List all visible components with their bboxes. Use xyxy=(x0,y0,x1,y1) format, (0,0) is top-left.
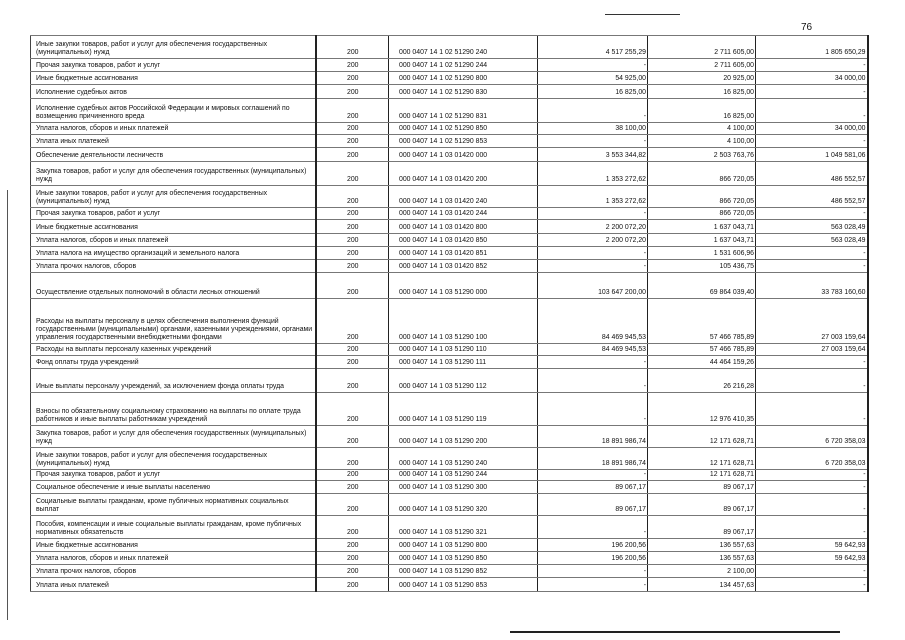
row-unexecuted: 27 003 159,64 xyxy=(756,299,868,344)
row-approved: 38 100,00 xyxy=(538,123,648,135)
row-budget-code: 000 0407 14 1 03 51290 100 xyxy=(389,299,538,344)
row-approved: 18 891 986,74 xyxy=(538,448,648,470)
row-approved: 103 647 200,00 xyxy=(538,273,648,299)
row-executed: 2 711 605,00 xyxy=(648,36,756,59)
row-unexecuted: 6 720 358,03 xyxy=(756,448,868,470)
row-description: Прочая закупка товаров, работ и услуг xyxy=(31,59,316,72)
row-unexecuted: 34 000,00 xyxy=(756,123,868,135)
row-description: Социальное обеспечение и иные выплаты населению xyxy=(31,481,316,494)
table-row xyxy=(31,393,868,426)
table-row xyxy=(31,299,868,344)
row-approved: 4 517 255,29 xyxy=(538,36,648,59)
row-executed: 1 637 043,71 xyxy=(648,234,756,247)
page-number: 76 xyxy=(801,22,813,33)
row-executed: 16 825,00 xyxy=(648,99,756,123)
table-row xyxy=(31,123,868,135)
row-budget-code: 000 0407 14 1 03 51290 119 xyxy=(389,393,538,426)
scan-edge xyxy=(7,190,8,620)
row-unexecuted: - xyxy=(756,135,868,148)
row-executed: 866 720,05 xyxy=(648,208,756,220)
row-line-code: 200 xyxy=(316,578,389,592)
row-description: Уплата иных платежей xyxy=(31,135,316,148)
row-unexecuted: 27 003 159,64 xyxy=(756,344,868,356)
row-approved: - xyxy=(538,260,648,273)
row-executed: 12 171 628,71 xyxy=(648,426,756,448)
table-row xyxy=(31,273,868,299)
row-executed: 16 825,00 xyxy=(648,85,756,99)
row-executed: 134 457,63 xyxy=(648,578,756,592)
row-approved: 1 353 272,62 xyxy=(538,186,648,208)
row-executed: 136 557,63 xyxy=(648,552,756,565)
row-approved: - xyxy=(538,135,648,148)
row-budget-code: 000 0407 14 1 03 51290 240 xyxy=(389,448,538,470)
row-approved: 54 925,00 xyxy=(538,72,648,85)
row-budget-code: 000 0407 14 1 03 01420 240 xyxy=(389,186,538,208)
row-unexecuted: 486 552,57 xyxy=(756,162,868,186)
table-row xyxy=(31,148,868,162)
row-unexecuted: - xyxy=(756,393,868,426)
row-description: Расходы на выплаты персоналу в целях обеспечения выполнения функций государственными (муниципальными) органами, казенными учреждениями, органами управления государственными внебюджетными фондами xyxy=(31,299,316,344)
row-line-code: 200 xyxy=(316,448,389,470)
row-description: Иные бюджетные ассигнования xyxy=(31,220,316,234)
row-unexecuted: - xyxy=(756,369,868,393)
table-row xyxy=(31,552,868,565)
row-description: Уплата прочих налогов, сборов xyxy=(31,260,316,273)
row-budget-code: 000 0407 14 1 03 51290 853 xyxy=(389,578,538,592)
row-approved: 84 469 945,53 xyxy=(538,344,648,356)
row-line-code: 200 xyxy=(316,344,389,356)
row-unexecuted: 59 642,93 xyxy=(756,552,868,565)
row-unexecuted: 6 720 358,03 xyxy=(756,426,868,448)
row-executed: 136 557,63 xyxy=(648,539,756,552)
table-row xyxy=(31,135,868,148)
row-budget-code: 000 0407 14 1 03 51290 110 xyxy=(389,344,538,356)
table-row xyxy=(31,578,868,592)
row-budget-code: 000 0407 14 1 03 51290 200 xyxy=(389,426,538,448)
row-line-code: 200 xyxy=(316,234,389,247)
row-executed: 12 171 628,71 xyxy=(648,470,756,481)
row-unexecuted: - xyxy=(756,99,868,123)
row-budget-code: 000 0407 14 1 02 51290 850 xyxy=(389,123,538,135)
row-approved: - xyxy=(538,247,648,260)
row-line-code: 200 xyxy=(316,470,389,481)
top-rule xyxy=(605,14,680,15)
row-description: Закупка товаров, работ и услуг для обеспечения государственных (муниципальных) нужд xyxy=(31,162,316,186)
row-unexecuted: - xyxy=(756,85,868,99)
row-unexecuted: - xyxy=(756,470,868,481)
row-approved: - xyxy=(538,356,648,369)
row-budget-code: 000 0407 14 1 03 51290 112 xyxy=(389,369,538,393)
row-line-code: 200 xyxy=(316,186,389,208)
row-description: Осуществление отдельных полномочий в области лесных отношений xyxy=(31,273,316,299)
table-row xyxy=(31,220,868,234)
row-approved: 89 067,17 xyxy=(538,494,648,516)
table-row xyxy=(31,72,868,85)
row-executed: 69 864 039,40 xyxy=(648,273,756,299)
table-row xyxy=(31,481,868,494)
row-line-code: 200 xyxy=(316,148,389,162)
row-executed: 57 466 785,89 xyxy=(648,344,756,356)
row-description: Взносы по обязательному социальному страхованию на выплаты по оплате труда работников и иные выплаты работникам учреждений xyxy=(31,393,316,426)
table-row xyxy=(31,234,868,247)
row-unexecuted: - xyxy=(756,356,868,369)
row-approved: 89 067,17 xyxy=(538,481,648,494)
row-executed: 2 711 605,00 xyxy=(648,59,756,72)
row-budget-code: 000 0407 14 1 03 01420 000 xyxy=(389,148,538,162)
row-budget-code: 000 0407 14 1 03 01420 851 xyxy=(389,247,538,260)
row-budget-code: 000 0407 14 1 03 01420 200 xyxy=(389,162,538,186)
row-description: Закупка товаров, работ и услуг для обеспечения государственных (муниципальных) нужд xyxy=(31,426,316,448)
row-executed: 105 436,75 xyxy=(648,260,756,273)
row-budget-code: 000 0407 14 1 03 51290 850 xyxy=(389,552,538,565)
row-description: Уплата налогов, сборов и иных платежей xyxy=(31,234,316,247)
row-approved: - xyxy=(538,369,648,393)
row-unexecuted: 1 049 581,06 xyxy=(756,148,868,162)
row-line-code: 200 xyxy=(316,59,389,72)
budget-execution-table xyxy=(30,35,869,592)
row-unexecuted: - xyxy=(756,59,868,72)
row-line-code: 200 xyxy=(316,356,389,369)
row-executed: 4 100,00 xyxy=(648,123,756,135)
row-description: Уплата прочих налогов, сборов xyxy=(31,565,316,578)
row-executed: 1 637 043,71 xyxy=(648,220,756,234)
row-line-code: 200 xyxy=(316,123,389,135)
row-description: Иные бюджетные ассигнования xyxy=(31,72,316,85)
row-executed: 1 531 606,96 xyxy=(648,247,756,260)
row-approved: 2 200 072,20 xyxy=(538,234,648,247)
table-row xyxy=(31,247,868,260)
row-unexecuted: - xyxy=(756,481,868,494)
row-line-code: 200 xyxy=(316,539,389,552)
row-unexecuted: - xyxy=(756,516,868,539)
row-line-code: 200 xyxy=(316,273,389,299)
row-description: Расходы на выплаты персоналу казенных учреждений xyxy=(31,344,316,356)
row-approved: - xyxy=(538,59,648,72)
row-budget-code: 000 0407 14 1 03 51290 244 xyxy=(389,470,538,481)
row-approved: 196 200,56 xyxy=(538,539,648,552)
row-executed: 12 976 410,35 xyxy=(648,393,756,426)
row-executed: 89 067,17 xyxy=(648,481,756,494)
row-budget-code: 000 0407 14 1 03 01420 800 xyxy=(389,220,538,234)
row-line-code: 200 xyxy=(316,162,389,186)
row-description: Уплата налогов, сборов и иных платежей xyxy=(31,552,316,565)
row-unexecuted: - xyxy=(756,247,868,260)
table-row xyxy=(31,539,868,552)
row-approved: - xyxy=(538,578,648,592)
table-row xyxy=(31,85,868,99)
table-row xyxy=(31,356,868,369)
row-description: Прочая закупка товаров, работ и услуг xyxy=(31,208,316,220)
row-budget-code: 000 0407 14 1 02 51290 853 xyxy=(389,135,538,148)
row-unexecuted: 34 000,00 xyxy=(756,72,868,85)
table-row xyxy=(31,448,868,470)
table-row xyxy=(31,565,868,578)
row-line-code: 200 xyxy=(316,220,389,234)
row-description: Исполнение судебных актов xyxy=(31,85,316,99)
row-executed: 866 720,05 xyxy=(648,186,756,208)
row-approved: - xyxy=(538,516,648,539)
table-row xyxy=(31,99,868,123)
table-row xyxy=(31,344,868,356)
row-budget-code: 000 0407 14 1 03 51290 800 xyxy=(389,539,538,552)
row-executed: 26 216,28 xyxy=(648,369,756,393)
row-budget-code: 000 0407 14 1 03 51290 300 xyxy=(389,481,538,494)
table-row xyxy=(31,426,868,448)
row-unexecuted: - xyxy=(756,260,868,273)
table-row xyxy=(31,470,868,481)
row-approved: 2 200 072,20 xyxy=(538,220,648,234)
row-approved: 196 200,56 xyxy=(538,552,648,565)
row-executed: 2 100,00 xyxy=(648,565,756,578)
row-unexecuted: - xyxy=(756,578,868,592)
row-description: Уплата налогов, сборов и иных платежей xyxy=(31,123,316,135)
row-line-code: 200 xyxy=(316,299,389,344)
row-line-code: 200 xyxy=(316,260,389,273)
row-unexecuted: 59 642,93 xyxy=(756,539,868,552)
row-line-code: 200 xyxy=(316,135,389,148)
row-line-code: 200 xyxy=(316,494,389,516)
row-executed: 12 171 628,71 xyxy=(648,448,756,470)
row-approved: - xyxy=(538,393,648,426)
table-row xyxy=(31,208,868,220)
row-description: Иные закупки товаров, работ и услуг для обеспечения государственных (муниципальных) нужд xyxy=(31,448,316,470)
row-description: Иные закупки товаров, работ и услуг для обеспечения государственных (муниципальных) нужд xyxy=(31,36,316,59)
row-unexecuted: 33 783 160,60 xyxy=(756,273,868,299)
row-executed: 4 100,00 xyxy=(648,135,756,148)
table-row xyxy=(31,186,868,208)
row-description: Социальные выплаты гражданам, кроме публичных нормативных социальных выплат xyxy=(31,494,316,516)
row-line-code: 200 xyxy=(316,393,389,426)
row-budget-code: 000 0407 14 1 03 51290 852 xyxy=(389,565,538,578)
row-executed: 89 067,17 xyxy=(648,494,756,516)
row-line-code: 200 xyxy=(316,481,389,494)
row-description: Иные закупки товаров, работ и услуг для обеспечения государственных (муниципальных) нужд xyxy=(31,186,316,208)
row-approved: 18 891 986,74 xyxy=(538,426,648,448)
row-line-code: 200 xyxy=(316,426,389,448)
row-budget-code: 000 0407 14 1 02 51290 830 xyxy=(389,85,538,99)
row-executed: 89 067,17 xyxy=(648,516,756,539)
row-budget-code: 000 0407 14 1 03 01420 850 xyxy=(389,234,538,247)
row-budget-code: 000 0407 14 1 02 51290 831 xyxy=(389,99,538,123)
row-unexecuted: 563 028,49 xyxy=(756,220,868,234)
row-line-code: 200 xyxy=(316,72,389,85)
row-description: Прочая закупка товаров, работ и услуг xyxy=(31,470,316,481)
row-budget-code: 000 0407 14 1 02 51290 800 xyxy=(389,72,538,85)
row-approved: - xyxy=(538,470,648,481)
table-row xyxy=(31,36,868,59)
row-line-code: 200 xyxy=(316,85,389,99)
row-line-code: 200 xyxy=(316,247,389,260)
table-row xyxy=(31,516,868,539)
row-description: Исполнение судебных актов Российской Федерации и мировых соглашений по возмещению причиненного вреда xyxy=(31,99,316,123)
row-budget-code: 000 0407 14 1 03 01420 852 xyxy=(389,260,538,273)
row-line-code: 200 xyxy=(316,565,389,578)
row-executed: 866 720,05 xyxy=(648,162,756,186)
row-approved: 16 825,00 xyxy=(538,85,648,99)
row-description: Уплата иных платежей xyxy=(31,578,316,592)
row-approved: - xyxy=(538,99,648,123)
row-executed: 44 464 159,26 xyxy=(648,356,756,369)
row-budget-code: 000 0407 14 1 02 51290 240 xyxy=(389,36,538,59)
row-approved: - xyxy=(538,565,648,578)
row-budget-code: 000 0407 14 1 03 01420 244 xyxy=(389,208,538,220)
table-row xyxy=(31,260,868,273)
row-description: Фонд оплаты труда учреждений xyxy=(31,356,316,369)
row-approved: 84 469 945,53 xyxy=(538,299,648,344)
row-line-code: 200 xyxy=(316,208,389,220)
table-row xyxy=(31,494,868,516)
row-description: Уплата налога на имущество организаций и земельного налога xyxy=(31,247,316,260)
row-description: Иные выплаты персоналу учреждений, за исключением фонда оплаты труда xyxy=(31,369,316,393)
row-budget-code: 000 0407 14 1 03 51290 000 xyxy=(389,273,538,299)
row-unexecuted: 1 805 650,29 xyxy=(756,36,868,59)
row-line-code: 200 xyxy=(316,516,389,539)
bottom-rule xyxy=(510,631,840,633)
row-unexecuted: - xyxy=(756,208,868,220)
row-line-code: 200 xyxy=(316,36,389,59)
row-budget-code: 000 0407 14 1 03 51290 320 xyxy=(389,494,538,516)
table-row xyxy=(31,369,868,393)
row-executed: 2 503 763,76 xyxy=(648,148,756,162)
row-line-code: 200 xyxy=(316,369,389,393)
row-unexecuted: - xyxy=(756,494,868,516)
row-description: Пособия, компенсации и иные социальные выплаты гражданам, кроме публичных нормативных обязательств xyxy=(31,516,316,539)
row-budget-code: 000 0407 14 1 03 51290 111 xyxy=(389,356,538,369)
row-line-code: 200 xyxy=(316,99,389,123)
table-row xyxy=(31,59,868,72)
row-approved: 3 553 344,82 xyxy=(538,148,648,162)
row-approved: 1 353 272,62 xyxy=(538,162,648,186)
table-row xyxy=(31,162,868,186)
row-approved: - xyxy=(538,208,648,220)
row-unexecuted: 563 028,49 xyxy=(756,234,868,247)
row-unexecuted: 486 552,57 xyxy=(756,186,868,208)
row-executed: 57 466 785,89 xyxy=(648,299,756,344)
row-executed: 20 925,00 xyxy=(648,72,756,85)
row-budget-code: 000 0407 14 1 02 51290 244 xyxy=(389,59,538,72)
row-line-code: 200 xyxy=(316,552,389,565)
row-unexecuted: - xyxy=(756,565,868,578)
row-budget-code: 000 0407 14 1 03 51290 321 xyxy=(389,516,538,539)
row-description: Обеспечение деятельности лесничеств xyxy=(31,148,316,162)
row-description: Иные бюджетные ассигнования xyxy=(31,539,316,552)
